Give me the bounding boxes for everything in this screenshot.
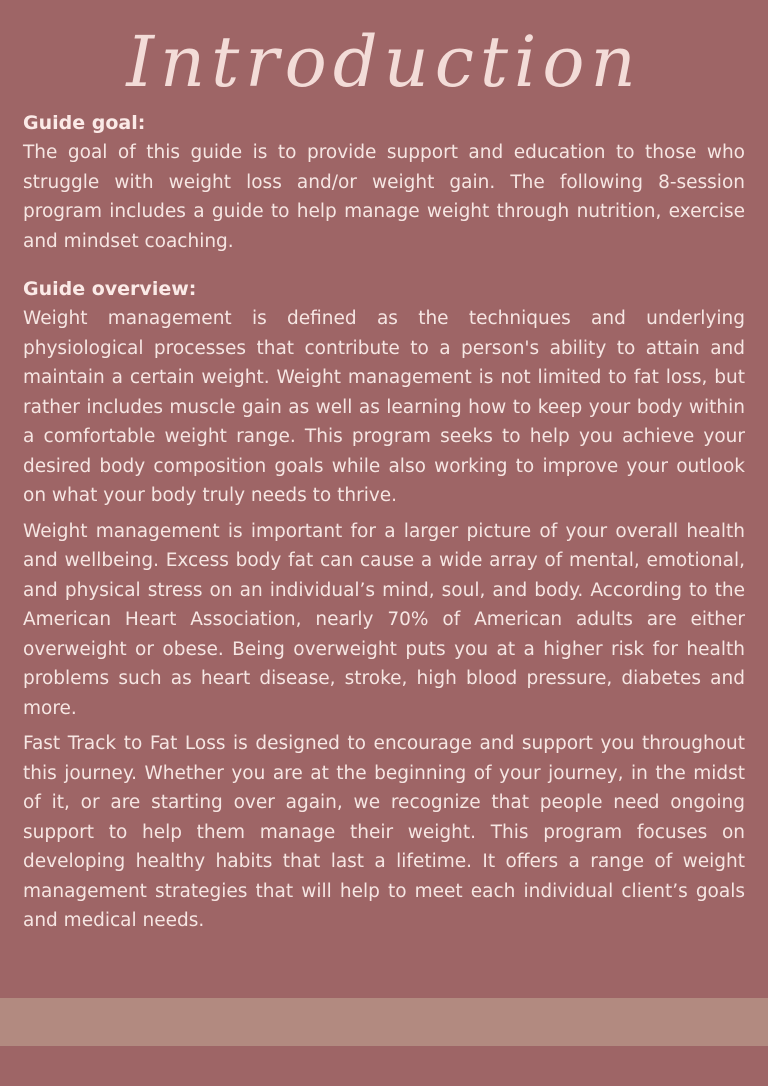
paragraph: Fast Track to Fat Loss is designed to encourage and support you throughout this journey. Whether you are at the beginning of your journey, in the midst of it, or are starting over again, we recognize that people need ongoing support to help them manage their weight. This program focuses on developing healthy habits that last a lifetime. It offers a range of weight management strategies that will help to meet each individual client’s goals and medical needs. bbox=[23, 733, 745, 931]
paragraph: Weight management is defined as the techniques and underlying physiological processes that contribute to a person's ability to attain and maintain a certain weight. Weight management is not limited to fat loss, but rather includes muscle gain as well as learning how to keep your body within a comfortable weight range. This program seeks to help you achieve your desired body composition goals while also working to improve your outlook on what your body truly needs to thrive. bbox=[23, 308, 745, 506]
page-title: Introduction bbox=[126, 21, 642, 103]
section-heading: Guide overview: bbox=[23, 278, 197, 300]
footer-band bbox=[0, 998, 768, 1046]
section-guide-overview bbox=[23, 274, 745, 936]
section-heading: Guide goal: bbox=[23, 112, 146, 134]
paragraph: Weight management is important for a larger picture of your overall health and wellbeing. Excess body fat can cause a wide array of mental, emotional, and physical stress on an individual’s mind, soul, and body. According to the American Heart Association, nearly 70% of American adults are either overweight or obese. Being overweight puts you at a higher risk for health problems such as heart disease, stroke, high blood pressure, diabetes and more. bbox=[23, 520, 745, 719]
document-body bbox=[23, 108, 745, 954]
paragraph: The goal of this guide is to provide support and education to those who struggle with weight loss and/or weight gain. The following 8-session program includes a guide to help manage weight through nutrition, exercise and mindset coaching. bbox=[23, 142, 745, 252]
section-guide-goal bbox=[23, 108, 745, 256]
